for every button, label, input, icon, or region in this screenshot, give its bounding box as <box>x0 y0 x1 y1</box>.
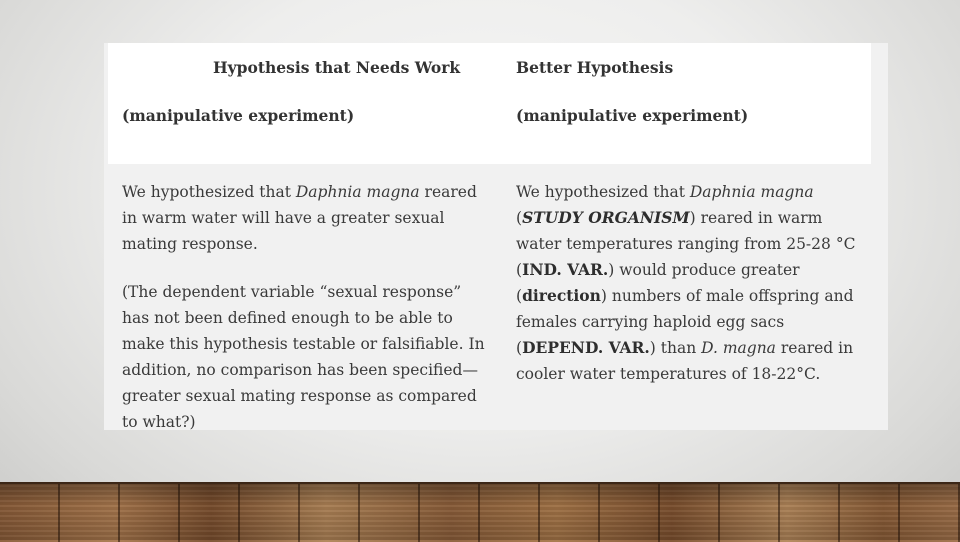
better-hypothesis-text: We hypothesized that Daphnia magna (STUDY ORGANISM) reared in warm water temperatures ranging from 25-28 °C (IND. VAR.) would produce greater (direction) numbers of male offspring and females carrying haploid egg sacs (DEPEND. VAR.) than D. magna reared in cooler water temperatures of 18-22°C. <box>516 183 856 383</box>
left-column-header: Hypothesis that Needs Work <box>213 58 461 77</box>
hypothesis-table <box>104 43 888 430</box>
dependent-variable-tag: DEPEND. VAR. <box>522 338 650 357</box>
independent-variable-tag: IND. VAR. <box>522 260 609 279</box>
study-organism-tag: STUDY ORGANISM <box>522 208 690 227</box>
weak-hypothesis-text: We hypothesized that Daphnia magna reared in warm water will have a greater sexual mating response. <box>122 183 477 253</box>
left-column-subheader: (manipulative experiment) <box>122 106 355 125</box>
direction-tag: direction <box>522 286 601 305</box>
right-column-header: Better Hypothesis <box>516 58 674 77</box>
weak-hypothesis-critique: (The dependent variable “sexual response” has not been defined enough to be able to make this hypothesis testable or falsifiable. In addition, no comparison has been specified— greater sexual mating response as compared to what?) <box>122 283 485 431</box>
floor-shadow <box>0 482 960 540</box>
right-column-subheader: (manipulative experiment) <box>516 106 749 125</box>
organism-name: Daphnia magna <box>295 183 420 201</box>
